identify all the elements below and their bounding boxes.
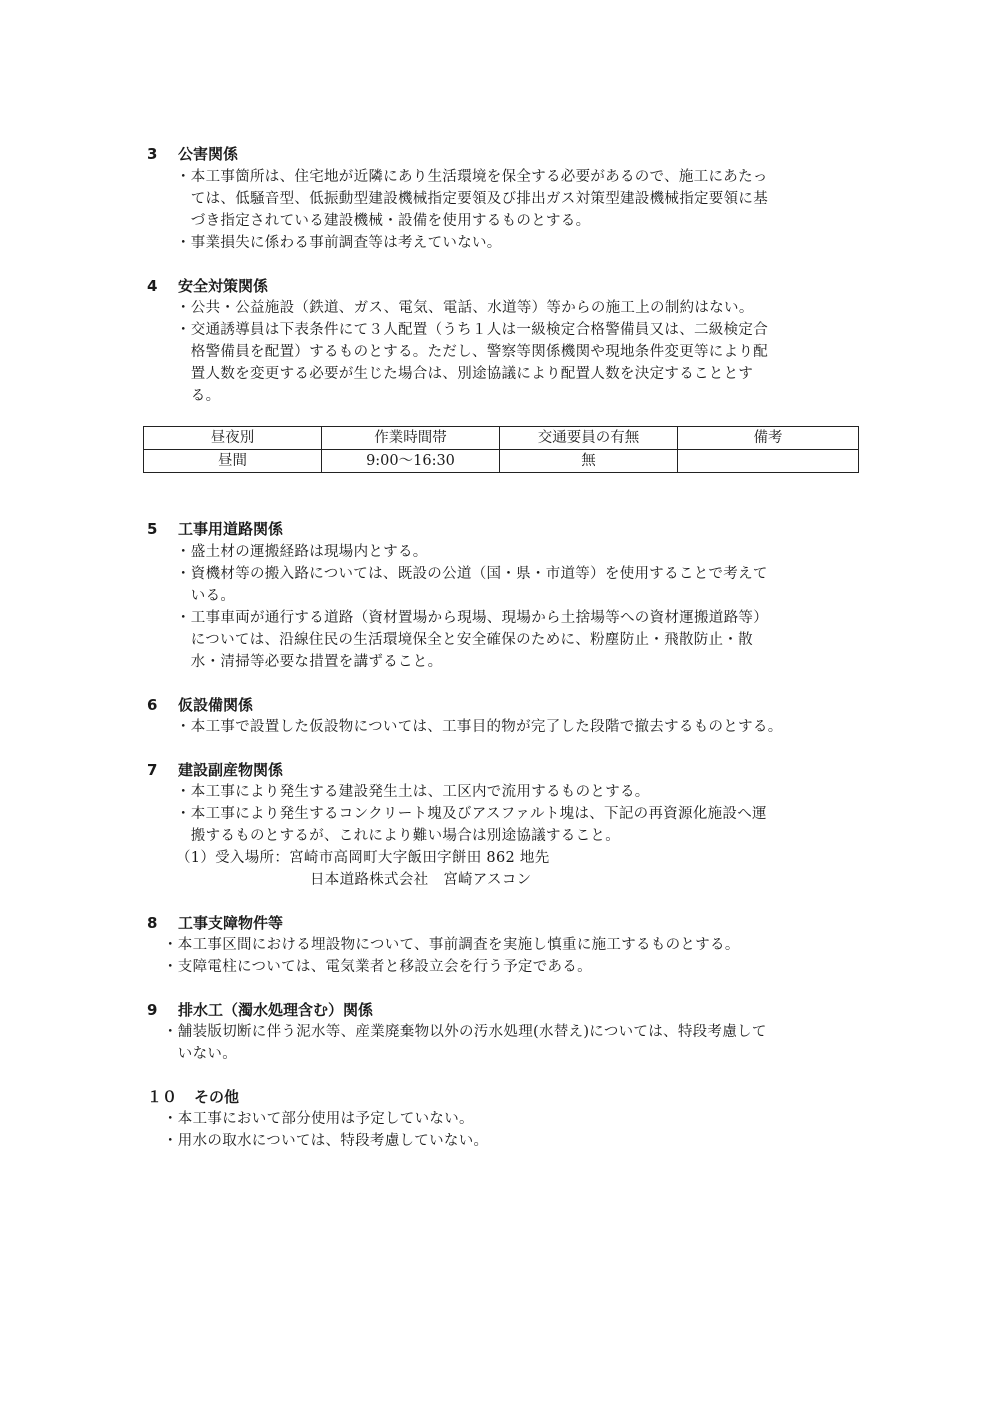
- traffic-guard-table: [143, 426, 859, 473]
- table-header-cell: 作業時間帯: [322, 427, 500, 450]
- section-heading: [147, 275, 268, 297]
- section-number: 8: [147, 914, 158, 932]
- text-line: ・支障電柱については、電気業者と移設立会を行う予定である。: [163, 959, 592, 975]
- section-heading: [147, 143, 238, 165]
- text-line: いない。: [163, 1046, 237, 1062]
- table-cell: 昼間: [144, 450, 322, 473]
- text-line: ては、低騒音型、低振動型建設機械指定要領及び排出ガス対策型建設機械指定要領に基: [176, 191, 768, 207]
- section-number: 7: [147, 761, 158, 779]
- table-cell: 9:00〜16:30: [322, 450, 500, 473]
- text-line: ・交通誘導員は下表条件にて３人配置（うち１人は一級検定合格警備員又は、二級検定合: [176, 322, 768, 338]
- section-heading: [147, 999, 373, 1021]
- table-row: [144, 450, 859, 473]
- text-line: については、沿線住民の生活環境保全と安全確保のために、粉塵防止・飛散防止・散: [176, 632, 753, 648]
- text-line: いる。: [176, 588, 236, 604]
- section-title: 仮設備関係: [178, 696, 254, 714]
- text-line: ・公共・公益施設（鉄道、ガス、電気、電話、水道等）等からの施工上の制約はない。: [176, 300, 754, 316]
- section-title: 公害関係: [178, 145, 239, 163]
- text-line: ・本工事箇所は、住宅地が近隣にあり生活環境を保全する必要があるので、施工にあたっ: [176, 169, 768, 185]
- text-line: （1）受入場所：宮崎市高岡町大字飯田字餅田 862 地先: [176, 850, 550, 866]
- section-number: 3: [147, 145, 158, 163]
- table-cell: [678, 450, 859, 473]
- text-line: ・用水の取水については、特段考慮していない。: [163, 1133, 489, 1149]
- text-line: ・工事車両が通行する道路（資材置場から現場、現場から土捨場等への資材運搬道路等）: [176, 610, 768, 626]
- section-number: 4: [147, 277, 158, 295]
- section-title: 工事用道路関係: [178, 520, 284, 538]
- text-line: ・盛土材の運搬経路は現場内とする。: [176, 544, 428, 560]
- section-number: 6: [147, 696, 158, 714]
- table-header-cell: 備考: [678, 427, 859, 450]
- text-line: ・事業損失に係わる事前調査等は考えていない。: [176, 235, 502, 251]
- section-title: 排水工（濁水処理含む）関係: [178, 1001, 374, 1019]
- section-heading: [147, 759, 283, 781]
- table-header-cell: 昼夜別: [144, 427, 322, 450]
- text-line: 水・清掃等必要な措置を講ずること。: [176, 654, 443, 670]
- text-line: 日本道路株式会社 宮崎アスコン: [310, 872, 532, 888]
- text-line: ・本工事において部分使用は予定していない。: [163, 1111, 474, 1127]
- table-header-cell: 交通要員の有無: [500, 427, 678, 450]
- section-title: 建設副産物関係: [178, 761, 284, 779]
- text-line: る。: [176, 388, 221, 404]
- text-line: づき指定されている建設機械・設備を使用するものとする。: [176, 213, 591, 229]
- text-line: 置人数を変更する必要が生じた場合は、別途協議により配置人数を決定することとす: [176, 366, 754, 382]
- section-heading: [147, 694, 253, 716]
- section-number: １０: [147, 1088, 178, 1106]
- section-title: 工事支障物件等: [178, 914, 284, 932]
- table-header-row: [144, 427, 859, 450]
- section-heading: [147, 518, 283, 540]
- text-line: 搬するものとするが、これにより難い場合は別途協議すること。: [176, 828, 620, 844]
- section-number: 9: [147, 1001, 158, 1019]
- section-heading: [147, 1086, 239, 1108]
- text-line: ・舗装版切断に伴う泥水等、産業廃棄物以外の汚水処理(水替え)については、特段考慮して: [163, 1024, 767, 1040]
- text-line: ・本工事で設置した仮設物については、工事目的物が完了した段階で撤去するものとする。: [176, 719, 783, 735]
- text-line: ・本工事により発生するコンクリート塊及びアスファルト塊は、下記の再資源化施設へ運: [176, 806, 767, 822]
- section-title: その他: [194, 1088, 240, 1106]
- text-line: ・本工事区間における埋設物について、事前調査を実施し慎重に施工するものとする。: [163, 937, 740, 953]
- text-line: ・資機材等の搬入路については、既設の公道（国・県・市道等）を使用することで考えて: [176, 566, 768, 582]
- text-line: ・本工事により発生する建設発生土は、工区内で流用するものとする。: [176, 784, 650, 800]
- section-heading: [147, 912, 283, 934]
- text-line: 格警備員を配置）するものとする。ただし、警察等関係機関や現地条件変更等により配: [176, 344, 768, 360]
- section-number: 5: [147, 520, 158, 538]
- table-cell: 無: [500, 450, 678, 473]
- section-title: 安全対策関係: [178, 277, 269, 295]
